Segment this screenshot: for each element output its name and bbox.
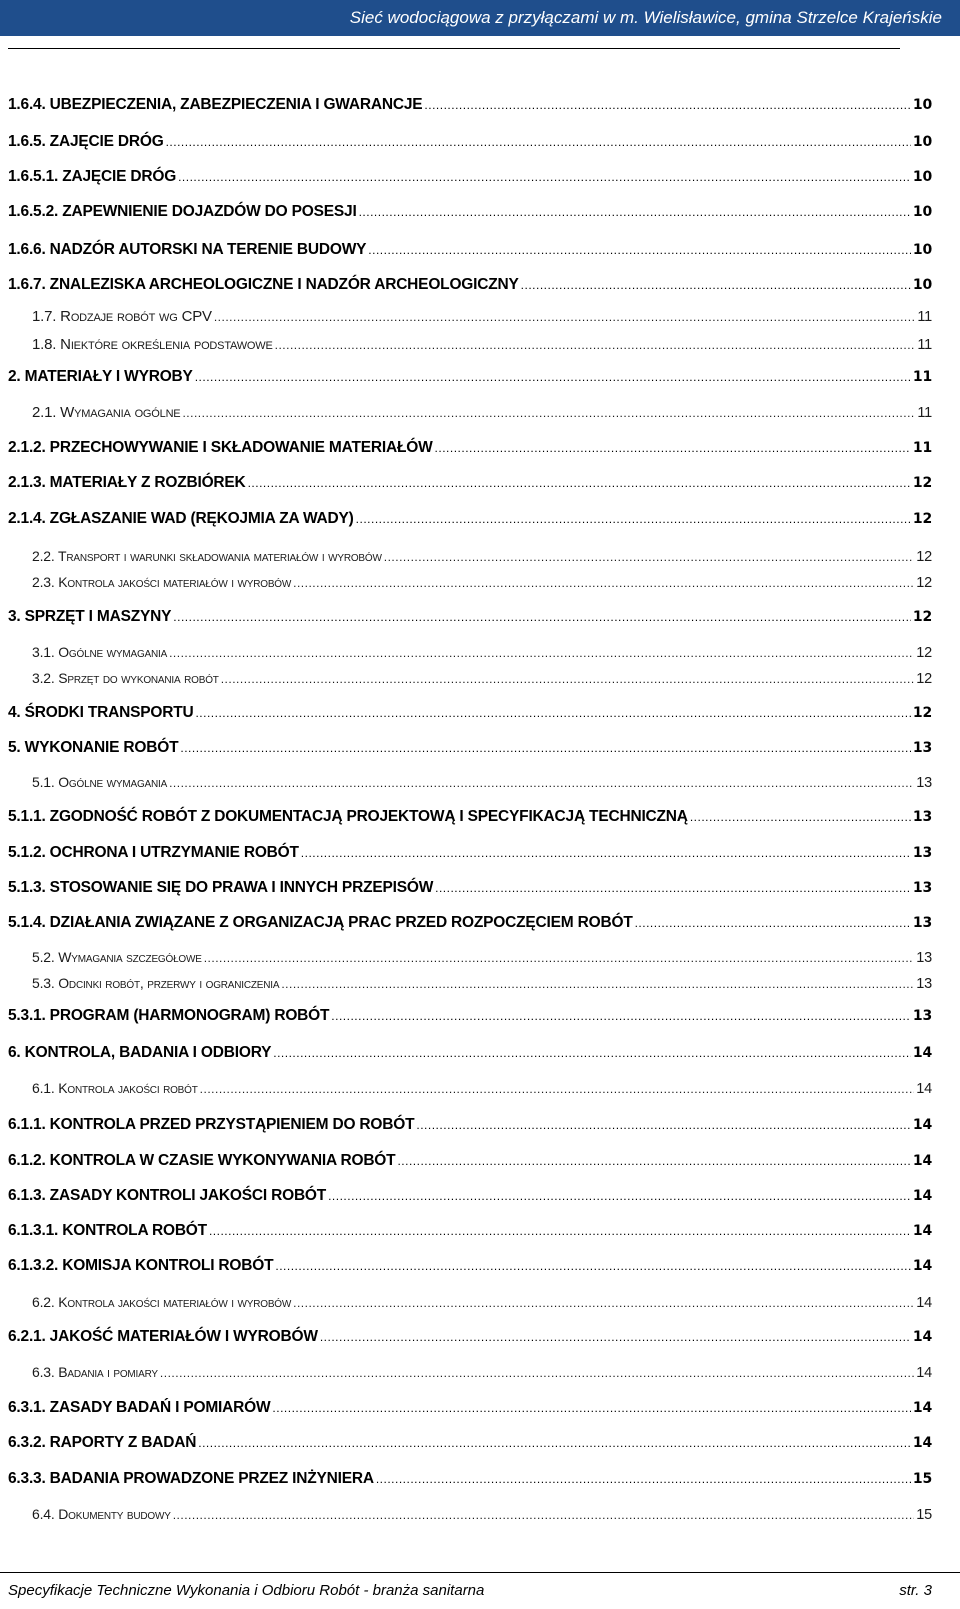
toc-entry[interactable] — [8, 368, 932, 390]
toc-entry[interactable] — [8, 774, 932, 796]
toc-entry-page: 13 — [916, 976, 932, 992]
toc-entry-page: 11 — [917, 309, 932, 325]
toc-entry[interactable] — [8, 96, 932, 118]
toc-entry[interactable] — [8, 644, 932, 666]
toc-entry[interactable] — [8, 1257, 932, 1279]
toc-entry[interactable] — [8, 1470, 932, 1492]
toc-dot-leader — [435, 881, 911, 895]
toc-dot-leader — [248, 476, 911, 490]
toc-entry-title: 1.6.4. UBEZPIECZENIA, ZABEZPIECZENIA I GWARANCJE — [8, 96, 423, 113]
toc-entry-title: 2.1. Wymagania ogólne — [32, 404, 181, 421]
toc-entry-title: 6.1.3.2. KOMISJA KONTROLI ROBÓT — [8, 1257, 274, 1274]
toc-entry-page: 10 — [912, 134, 932, 150]
toc-dot-leader — [173, 1508, 915, 1522]
toc-dot-leader — [521, 278, 911, 292]
toc-dot-leader — [397, 1154, 910, 1168]
toc-dot-leader — [435, 441, 911, 455]
toc-dot-leader — [320, 1330, 911, 1344]
toc-entry[interactable] — [8, 670, 932, 692]
toc-entry-title: 2.1.2. PRZECHOWYWANIE I SKŁADOWANIE MATERIAŁÓW — [8, 439, 433, 456]
toc-dot-leader — [275, 1259, 911, 1273]
toc-dot-leader — [293, 576, 914, 590]
toc-entry-page: 13 — [912, 1008, 932, 1024]
toc-dot-leader — [169, 646, 914, 660]
toc-entry[interactable] — [8, 844, 932, 866]
toc-entry-page: 12 — [912, 475, 932, 491]
toc-entry-title: 6.1. Kontrola jakości robót — [32, 1080, 198, 1096]
toc-entry[interactable] — [8, 808, 932, 830]
toc-entry-page: 14 — [916, 1081, 932, 1097]
toc-entry-page: 13 — [916, 950, 932, 966]
toc-entry-title: 1.6.5.2. ZAPEWNIENIE DOJAZDÓW DO POSESJI — [8, 203, 357, 220]
toc-dot-leader — [272, 1401, 910, 1415]
toc-dot-leader — [180, 741, 911, 755]
toc-entry-page: 14 — [912, 1153, 932, 1169]
toc-entry[interactable] — [8, 203, 932, 225]
toc-entry[interactable] — [8, 133, 932, 155]
toc-dot-leader — [690, 810, 911, 824]
toc-entry-page: 14 — [912, 1329, 932, 1345]
toc-entry-page: 10 — [912, 277, 932, 293]
toc-entry-title: 2.1.3. MATERIAŁY Z ROZBIÓREK — [8, 474, 246, 491]
toc-entry-title: 6.3.2. RAPORTY Z BADAŃ — [8, 1434, 197, 1451]
toc-entry-title: 1.6.6. NADZÓR AUTORSKI NA TERENIE BUDOWY — [8, 241, 367, 258]
toc-entry-title: 1.6.5. ZAJĘCIE DRÓG — [8, 133, 164, 150]
toc-dot-leader — [195, 370, 911, 384]
toc-entry-title: 6.3.3. BADANIA PROWADZONE PRZEZ INŻYNIERA — [8, 1470, 374, 1487]
toc-entry[interactable] — [8, 1007, 932, 1029]
toc-entry[interactable] — [8, 1080, 932, 1102]
toc-entry[interactable] — [8, 608, 932, 630]
toc-entry[interactable] — [8, 1187, 932, 1209]
toc-dot-leader — [281, 977, 914, 991]
toc-entry-page: 12 — [916, 549, 932, 565]
toc-entry-page: 13 — [912, 880, 932, 896]
toc-dot-leader — [356, 512, 911, 526]
header-title: Sieć wodociągowa z przyłączami w m. Wielisławice, gmina Strzelce Krajeńskie — [349, 8, 942, 27]
toc-entry[interactable] — [8, 704, 932, 726]
toc-entry-title: 2. MATERIAŁY I WYROBY — [8, 368, 193, 385]
toc-entry-title: 5.1.4. DZIAŁANIA ZWIĄZANE Z ORGANIZACJĄ PRAC PRZED ROZPOCZĘCIEM ROBÓT — [8, 914, 633, 931]
toc-entry-title: 5.3. Odcinki robót, przerwy i ograniczenia — [32, 975, 280, 991]
toc-entry[interactable] — [8, 1328, 932, 1350]
toc-entry-page: 10 — [912, 97, 932, 113]
footer-page-number: str. 3 — [899, 1582, 932, 1599]
toc-entry-page: 14 — [912, 1045, 932, 1061]
toc-dot-leader — [275, 338, 916, 352]
toc-dot-leader — [424, 98, 910, 112]
toc-entry-page: 12 — [916, 671, 932, 687]
toc-entry[interactable] — [8, 1116, 932, 1138]
toc-entry-title: 5.1.1. ZGODNOŚĆ ROBÓT Z DOKUMENTACJĄ PROJEKTOWĄ I SPECYFIKACJĄ TECHNICZNĄ — [8, 808, 688, 825]
toc-entry-page: 10 — [912, 204, 932, 220]
toc-dot-leader — [328, 1189, 911, 1203]
toc-dot-leader — [376, 1472, 911, 1486]
toc-entry-page: 10 — [912, 169, 932, 185]
toc-entry-title: 2.3. Kontrola jakości materiałów i wyrobów — [32, 574, 292, 590]
toc-entry-page: 11 — [912, 440, 932, 456]
toc-entry[interactable] — [8, 879, 932, 901]
toc-entry-title: 6.1.3. ZASADY KONTROLI JAKOŚCI ROBÓT — [8, 1187, 327, 1204]
toc-entry-title: 6.2. Kontrola jakości materiałów i wyrobów — [32, 1294, 292, 1310]
toc-entry-page: 14 — [912, 1435, 932, 1451]
toc-entry[interactable] — [8, 308, 932, 330]
toc-entry-title: 4. ŚRODKI TRANSPORTU — [8, 704, 194, 721]
toc-entry-title: 6.2.1. JAKOŚĆ MATERIAŁÓW I WYROBÓW — [8, 1328, 318, 1345]
page-header — [0, 0, 960, 36]
toc-entry[interactable] — [8, 949, 932, 971]
toc-entry[interactable] — [8, 1434, 932, 1456]
toc-entry-page: 13 — [912, 809, 932, 825]
toc-dot-leader — [635, 916, 911, 930]
toc-entry-page: 13 — [912, 845, 932, 861]
toc-entry-page: 14 — [912, 1400, 932, 1416]
toc-entry-page: 14 — [916, 1295, 932, 1311]
toc-entry-title: 5. WYKONANIE ROBÓT — [8, 739, 179, 756]
toc-entry-page: 11 — [917, 405, 932, 421]
toc-entry-title: 5.1.2. OCHRONA I UTRZYMANIE ROBÓT — [8, 844, 299, 861]
toc-dot-leader — [273, 1046, 911, 1060]
page-footer — [8, 1582, 940, 1602]
toc-entry-page: 13 — [916, 775, 932, 791]
toc-entry-title: 5.3.1. PROGRAM (HARMONOGRAM) ROBÓT — [8, 1007, 330, 1024]
toc-dot-leader — [173, 610, 911, 624]
toc-entry[interactable] — [8, 404, 932, 426]
toc-entry[interactable] — [8, 241, 932, 263]
toc-entry-title: 3.2. Sprzęt do wykonania robót — [32, 670, 219, 686]
toc-entry[interactable] — [8, 574, 932, 596]
toc-entry[interactable] — [8, 1152, 932, 1174]
toc-entry-title: 1.8. Niektóre określenia podstawowe — [32, 336, 273, 353]
footer-document-title: Specyfikacje Techniczne Wykonania i Odbioru Robót - branża sanitarna — [8, 1582, 485, 1599]
toc-entry[interactable] — [8, 1294, 932, 1316]
toc-entry-title: 6.1.3.1. KONTROLA ROBÓT — [8, 1222, 207, 1239]
toc-entry-page: 12 — [916, 575, 932, 591]
toc-entry-page: 12 — [912, 511, 932, 527]
toc-entry-page: 14 — [912, 1188, 932, 1204]
footer-rule — [0, 1572, 960, 1573]
toc-entry[interactable] — [8, 276, 932, 298]
toc-dot-leader — [166, 135, 911, 149]
toc-entry-title: 6.1.1. KONTROLA PRZED PRZYSTĄPIENIEM DO ROBÓT — [8, 1116, 415, 1133]
toc-entry[interactable] — [8, 914, 932, 936]
toc-entry[interactable] — [8, 474, 932, 496]
toc-entry-title: 6.4. Dokumenty budowy — [32, 1506, 171, 1522]
toc-entry-page: 12 — [916, 645, 932, 661]
toc-entry-page: 14 — [912, 1117, 932, 1133]
toc-entry[interactable] — [8, 975, 932, 997]
toc-entry-title: 5.1. Ogólne wymagania — [32, 774, 168, 790]
toc-entry-title: 6.3. Badania i pomiary — [32, 1364, 158, 1380]
toc-dot-leader — [204, 951, 915, 965]
toc-entry[interactable] — [8, 1399, 932, 1421]
toc-dot-leader — [359, 205, 911, 219]
header-rule — [8, 48, 900, 49]
toc-entry[interactable] — [8, 336, 932, 358]
toc-entry-page: 14 — [916, 1365, 932, 1381]
toc-entry-page: 11 — [912, 369, 932, 385]
toc-entry-title: 2.1.4. ZGŁASZANIE WAD (RĘKOJMIA ZA WADY) — [8, 510, 354, 527]
toc-entry[interactable] — [8, 548, 932, 570]
toc-dot-leader — [384, 550, 915, 564]
toc-entry-page: 11 — [917, 337, 932, 353]
toc-entry-title: 1.6.7. ZNALEZISKA ARCHEOLOGICZNE I NADZÓR ARCHEOLOGICZNY — [8, 276, 519, 293]
toc-entry-page: 12 — [912, 609, 932, 625]
toc-dot-leader — [293, 1296, 914, 1310]
toc-dot-leader — [221, 672, 915, 686]
toc-entry[interactable] — [8, 1044, 932, 1066]
toc-entry-title: 1.7. Rodzaje robót wg CPV — [32, 308, 212, 325]
toc-entry[interactable] — [8, 439, 932, 461]
toc-entry-title: 5.1.3. STOSOWANIE SIĘ DO PRAWA I INNYCH PRZEPISÓW — [8, 879, 434, 896]
toc-entry-page: 14 — [912, 1258, 932, 1274]
toc-entry-title: 6.3.1. ZASADY BADAŃ I POMIARÓW — [8, 1399, 271, 1416]
toc-dot-leader — [198, 1436, 911, 1450]
toc-entry[interactable] — [8, 510, 932, 532]
toc-entry-page: 14 — [912, 1223, 932, 1239]
toc-entry[interactable] — [8, 168, 932, 190]
toc-entry[interactable] — [8, 1364, 932, 1386]
toc-entry-title: 6.1.2. KONTROLA W CZASIE WYKONYWANIA ROBÓT — [8, 1152, 396, 1169]
toc-entry-title: 3.1. Ogólne wymagania — [32, 644, 168, 660]
toc-dot-leader — [331, 1009, 911, 1023]
toc-entry-page: 10 — [912, 242, 932, 258]
toc-entry[interactable] — [8, 1222, 932, 1244]
toc-dot-leader — [200, 1082, 915, 1096]
toc-dot-leader — [301, 846, 911, 860]
toc-entry-title: 5.2. Wymagania szczegółowe — [32, 949, 202, 965]
toc-entry-title: 6. KONTROLA, BADANIA I ODBIORY — [8, 1044, 272, 1061]
toc-dot-leader — [214, 310, 916, 324]
toc-entry-title: 2.2. Transport i warunki składowania materiałów i wyrobów — [32, 548, 382, 564]
toc-dot-leader — [169, 776, 914, 790]
toc-dot-leader — [195, 706, 910, 720]
toc-entry-page: 15 — [912, 1471, 932, 1487]
toc-entry[interactable] — [8, 739, 932, 761]
toc-dot-leader — [178, 170, 911, 184]
toc-entry-title: 1.6.5.1. ZAJĘCIE DRÓG — [8, 168, 177, 185]
toc-entry-page: 13 — [912, 915, 932, 931]
toc-dot-leader — [160, 1366, 914, 1380]
toc-entry-page: 15 — [916, 1507, 932, 1523]
toc-dot-leader — [182, 406, 915, 420]
toc-entry[interactable] — [8, 1506, 932, 1528]
toc-entry-title: 3. SPRZĘT I MASZYNY — [8, 608, 172, 625]
toc-dot-leader — [416, 1118, 911, 1132]
toc-dot-leader — [209, 1224, 911, 1238]
toc-dot-leader — [368, 243, 911, 257]
toc-entry-page: 13 — [912, 740, 932, 756]
toc-entry-page: 12 — [912, 705, 932, 721]
